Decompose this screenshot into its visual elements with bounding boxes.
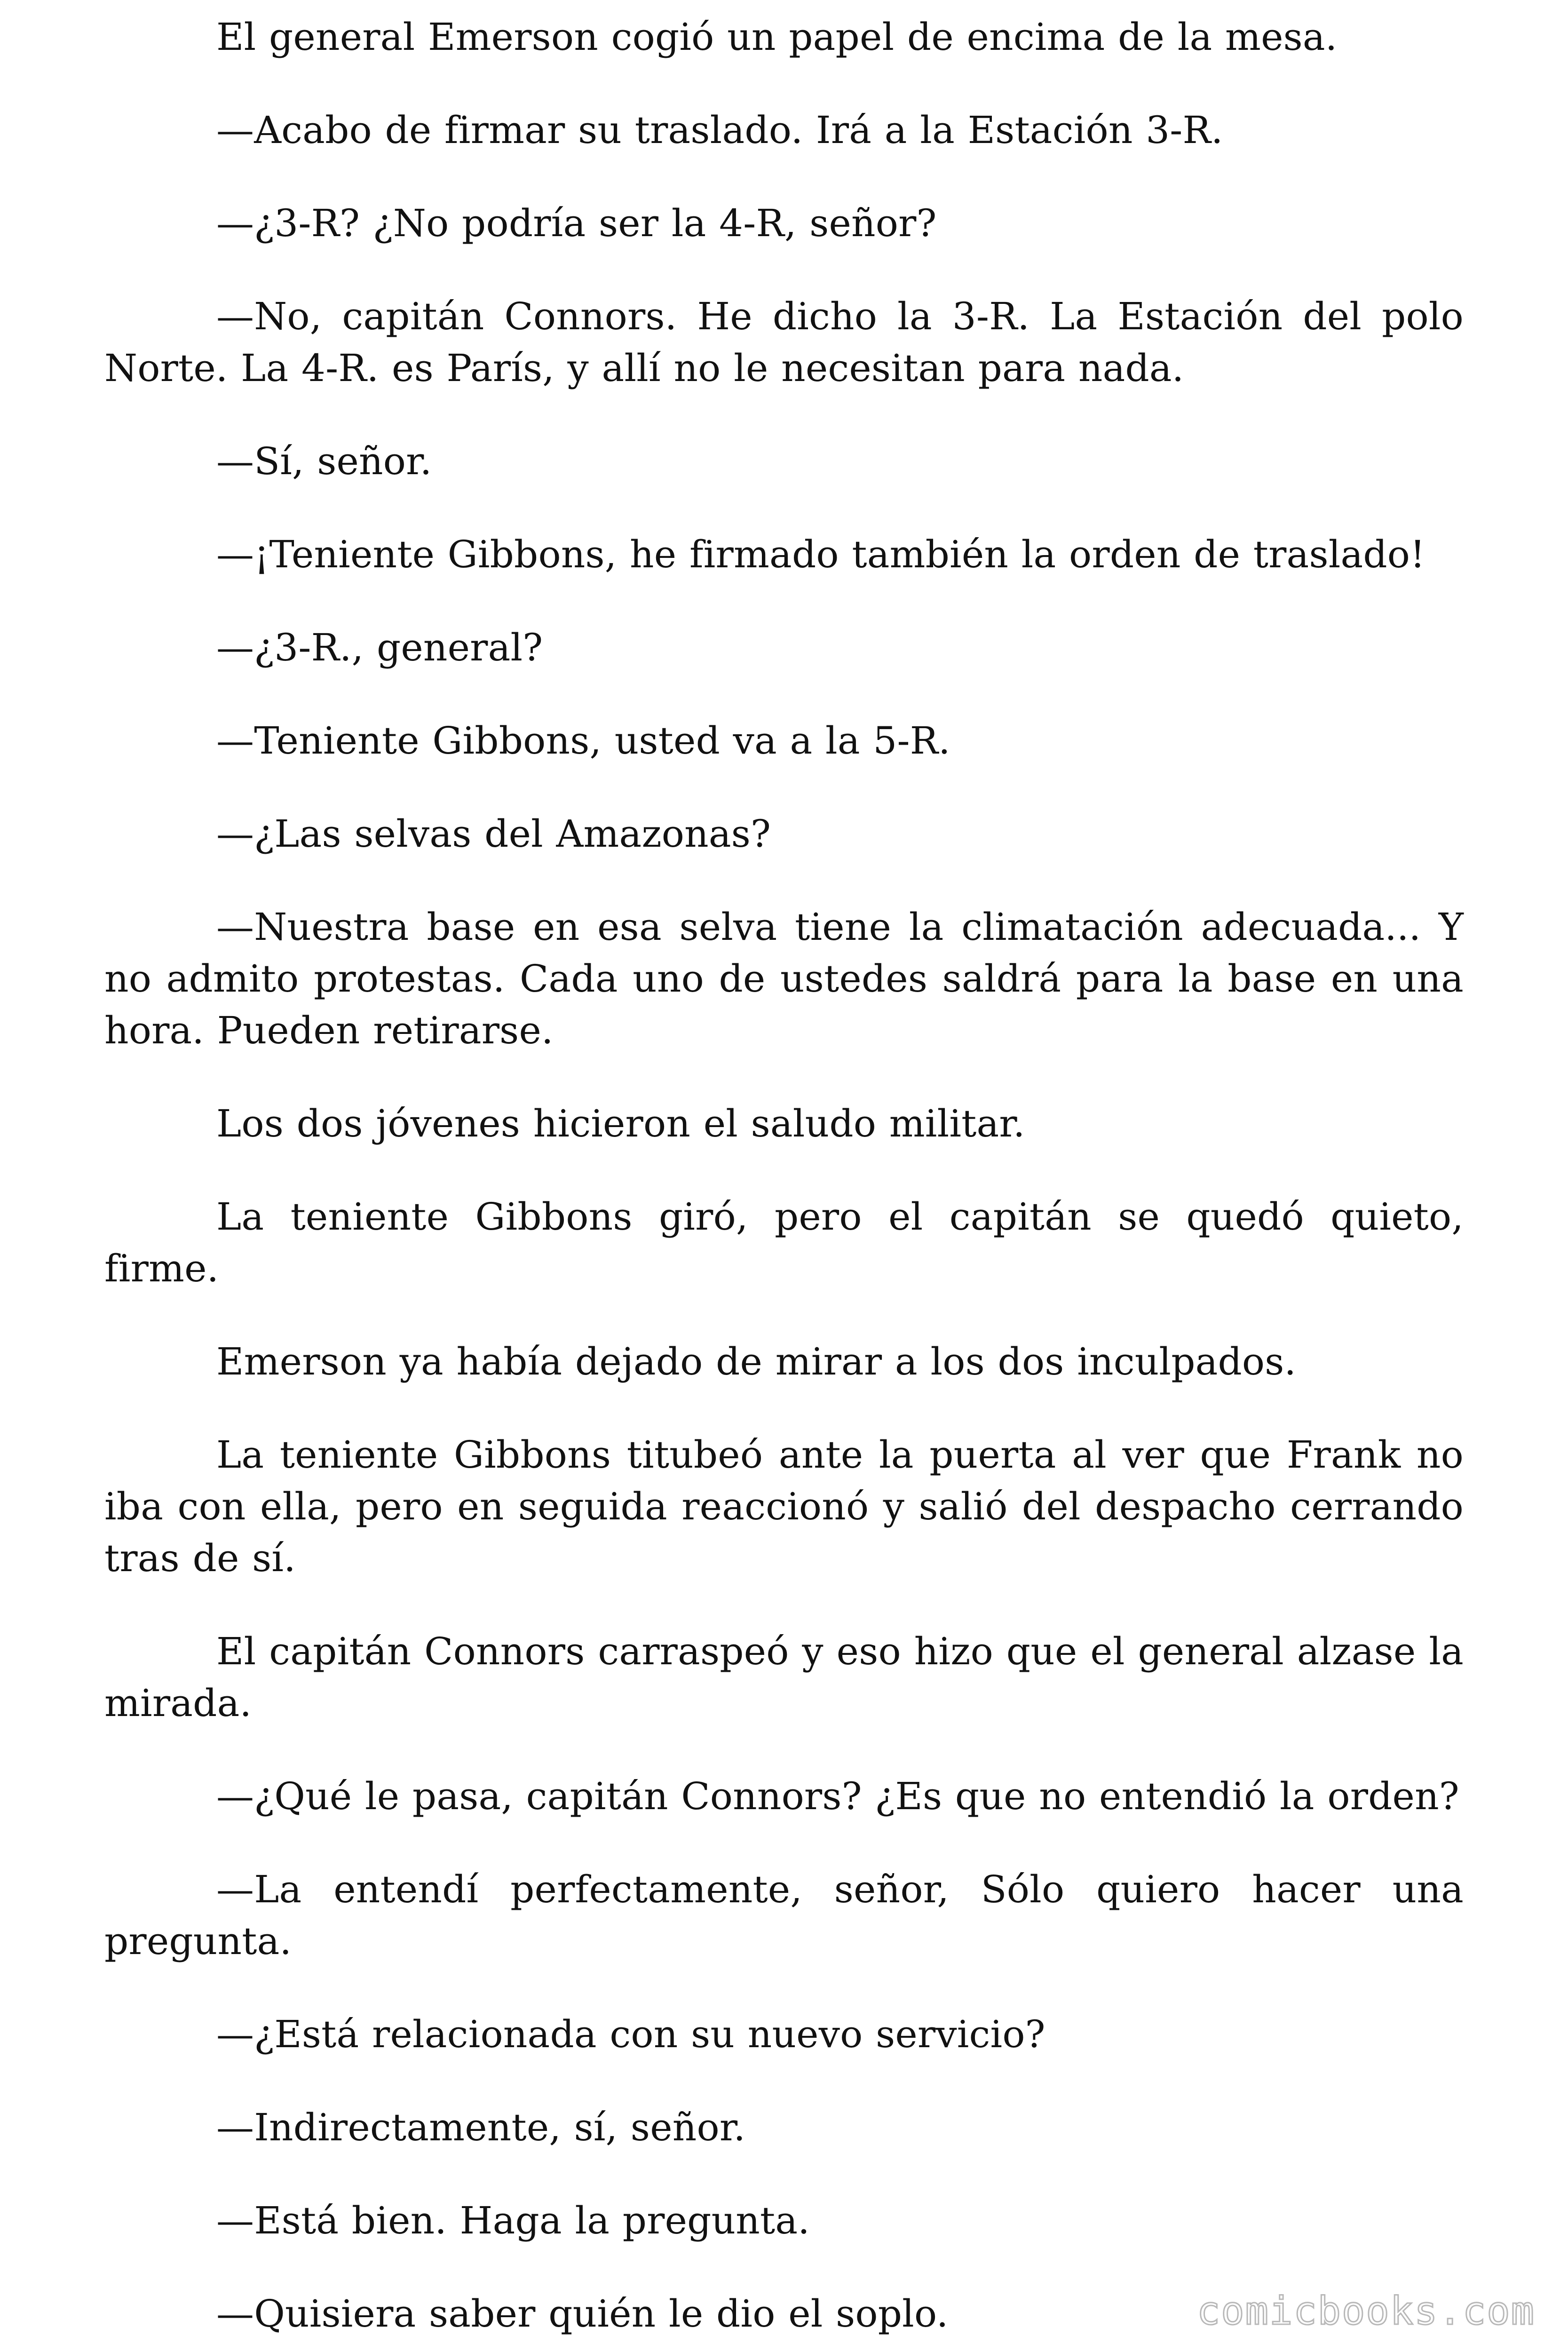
paragraph: —Quisiera saber quién le dio el soplo. bbox=[216, 2292, 949, 2336]
paragraph: —Indirectamente, sí, señor. bbox=[216, 2106, 746, 2149]
watermark: comicbooks.com bbox=[1196, 2289, 1535, 2334]
paragraph: —¿Está relacionada con su nuevo servicio? bbox=[216, 2012, 1045, 2056]
paragraph: —Está bien. Haga la pregunta. bbox=[216, 2199, 810, 2242]
text-column bbox=[104, 11, 1464, 2352]
paragraph: —Teniente Gibbons, usted va a la 5-R. bbox=[216, 719, 950, 763]
paragraph: Los dos jóvenes hicieron el saludo militar. bbox=[216, 1102, 1025, 1145]
paragraph: —¿Qué le pasa, capitán Connors? ¿Es que no entendió la orden? bbox=[216, 1774, 1459, 1818]
paragraph: —Nuestra base en esa selva tiene la climatación adecuada... Y no admito protestas. Cada uno de ustedes saldrá para la base en una hora. Pueden retirarse. bbox=[104, 905, 1464, 1052]
paragraph: El general Emerson cogió un papel de encima de la mesa. bbox=[216, 15, 1338, 59]
paragraph: La teniente Gibbons titubeó ante la puerta al ver que Frank no iba con ella, pero en seguida reaccionó y salió del despacho cerrando tras de sí. bbox=[104, 1433, 1464, 1580]
paragraph: —¿Las selvas del Amazonas? bbox=[216, 812, 771, 856]
paragraph: —¿3-R., general? bbox=[216, 626, 543, 669]
paragraph: —Acabo de firmar su traslado. Irá a la Estación 3-R. bbox=[216, 108, 1223, 152]
paragraph: —¡Teniente Gibbons, he firmado también la orden de traslado! bbox=[216, 532, 1425, 576]
paragraph: —No, capitán Connors. He dicho la 3-R. La Estación del polo Norte. La 4-R. es París, y allí no le necesitan para nada. bbox=[104, 294, 1464, 390]
paragraph: —¿3-R? ¿No podría ser la 4-R, señor? bbox=[216, 201, 937, 245]
paragraph: La teniente Gibbons giró, pero el capitán se quedó quieto, firme. bbox=[104, 1195, 1464, 1290]
paragraph: El capitán Connors carraspeó y eso hizo que el general alzase la mirada. bbox=[104, 1629, 1464, 1725]
paragraph: —Sí, señor. bbox=[216, 439, 432, 483]
paragraph: Emerson ya había dejado de mirar a los dos inculpados. bbox=[216, 1340, 1297, 1383]
paragraph: —La entendí perfectamente, señor, Sólo quiero hacer una pregunta. bbox=[104, 1867, 1464, 1963]
